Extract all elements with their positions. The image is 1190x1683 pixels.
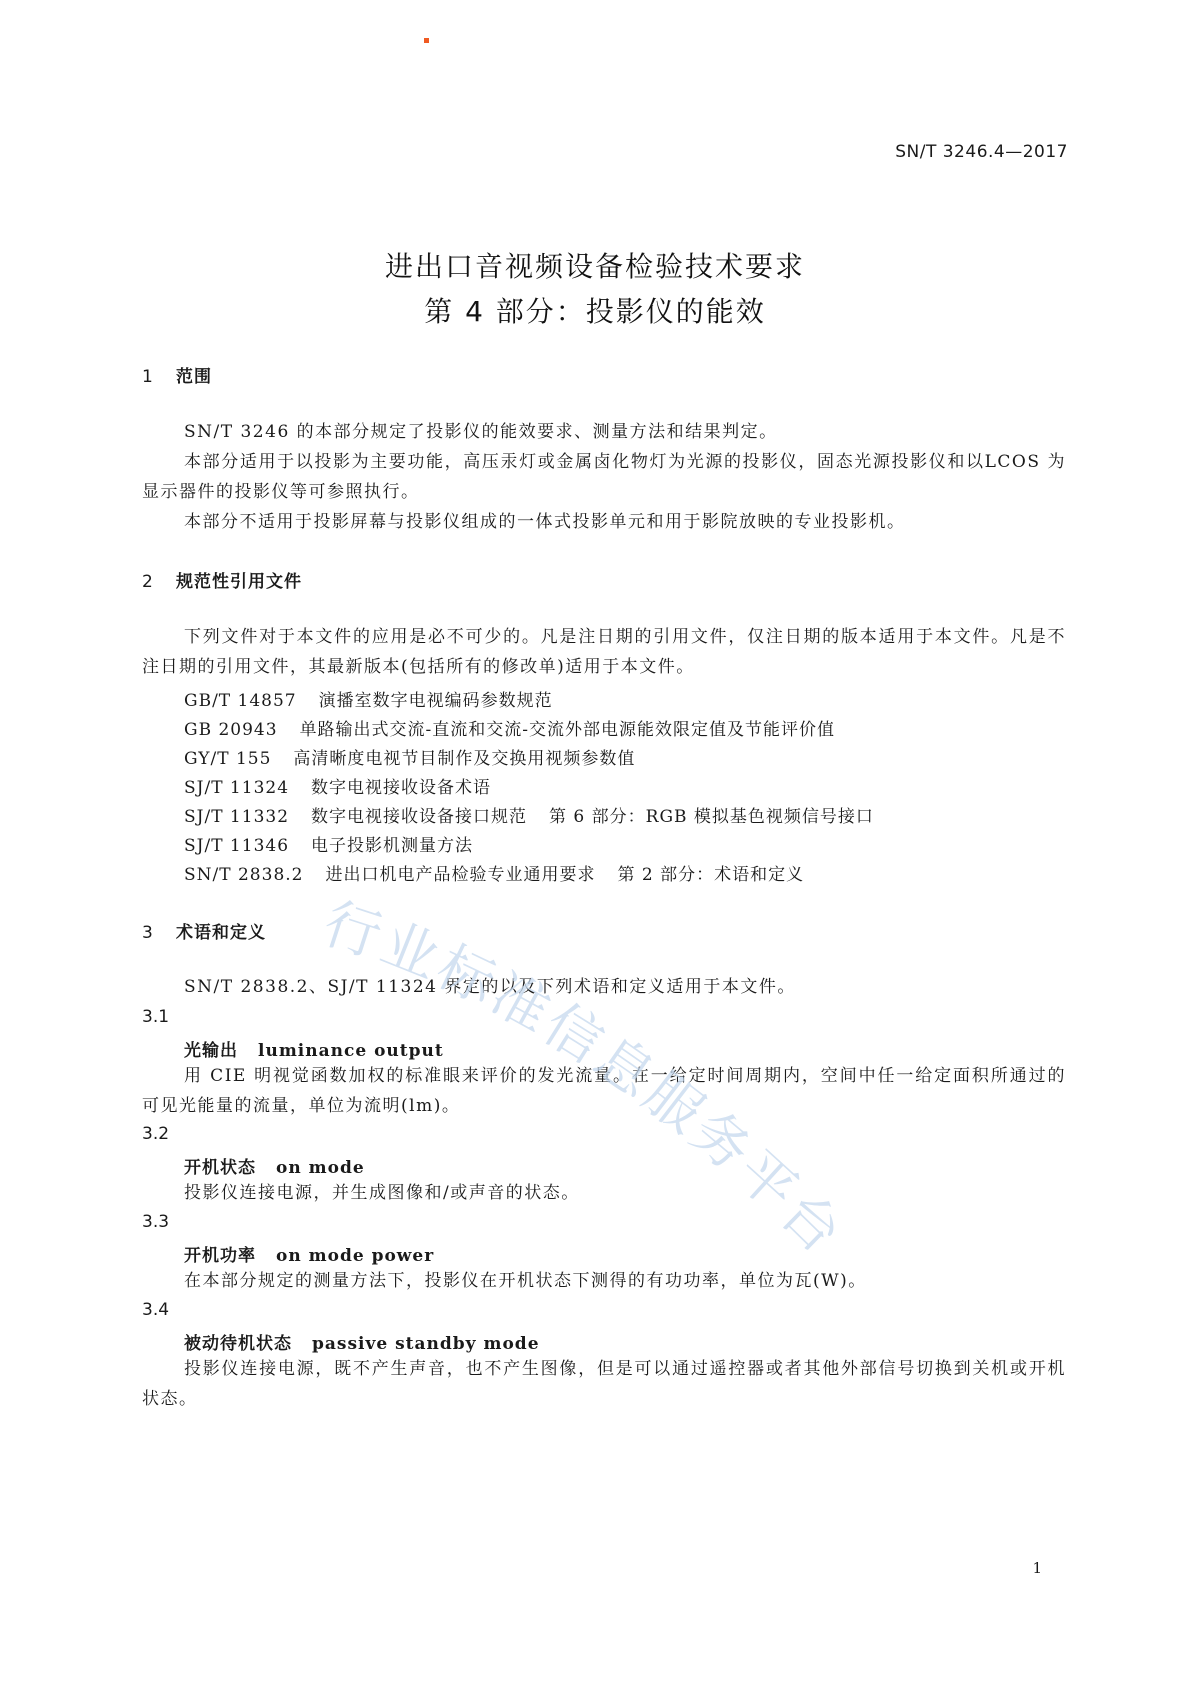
term-heading xyxy=(184,1153,365,1178)
term-definition: 用 CIE 明视觉函数加权的标准眼来评价的发光流量。在一给定时间周期内，空间中任一给定面积所通过的可见光能量的流量，单位为流明(lm)。 xyxy=(142,1066,1066,1116)
section-1-paragraph-2: 本部分适用于以投影为主要功能，高压汞灯或金属卤化物灯为光源的投影仪，固态光源投影仪和以LCOS 为显示器件的投影仪等可参照执行。 xyxy=(142,452,1066,502)
term-chinese: 被动待机状态 xyxy=(184,1334,292,1354)
reference-code: GB/T 14857 xyxy=(184,691,297,711)
reference-title: 数字电视接收设备术语 xyxy=(311,778,492,798)
term-number: 3.2 xyxy=(142,1124,170,1144)
reference-title: 数字电视接收设备接口规范 xyxy=(311,807,528,827)
reference-item xyxy=(184,773,491,798)
term-english: luminance output xyxy=(258,1041,444,1061)
section-title: 规范性引用文件 xyxy=(176,572,302,592)
term-definition: 在本部分规定的测量方法下，投影仪在开机状态下测得的有功功率，单位为瓦(W)。 xyxy=(184,1271,867,1291)
section-3-intro: SN/T 2838.2、SJ/T 11324 界定的以及下列术语和定义适用于本文件。 xyxy=(184,977,796,997)
term-heading xyxy=(184,1329,540,1354)
section-1-paragraph-1: SN/T 3246 的本部分规定了投影仪的能效要求、测量方法和结果判定。 xyxy=(184,422,778,442)
reference-code: GY/T 155 xyxy=(184,749,272,769)
reference-title: 电子投影机测量方法 xyxy=(311,836,474,856)
section-number: 2 xyxy=(142,572,154,592)
section-title: 术语和定义 xyxy=(176,923,266,943)
term-number: 3.3 xyxy=(142,1212,170,1232)
term-english: on mode xyxy=(276,1158,365,1178)
term-chinese: 开机功率 xyxy=(184,1246,256,1266)
term-english: on mode power xyxy=(276,1246,435,1266)
term-heading xyxy=(184,1241,434,1266)
section-number: 3 xyxy=(142,923,154,943)
term-chinese: 光输出 xyxy=(184,1041,238,1061)
standard-code: SN/T 3246.4—2017 xyxy=(895,142,1068,162)
reference-title: 演播室数字电视编码参数规范 xyxy=(318,691,553,711)
reference-code: SJ/T 11332 xyxy=(184,807,290,827)
document-title-line2: 第 4 部分：投影仪的能效 xyxy=(424,295,766,328)
section-3-heading xyxy=(142,918,266,943)
reference-item xyxy=(184,686,553,711)
orange-mark xyxy=(424,38,429,43)
reference-item xyxy=(184,744,635,769)
reference-title: 进出口机电产品检验专业通用要求 xyxy=(325,865,596,885)
reference-code: SJ/T 11324 xyxy=(184,778,290,798)
section-1-paragraph-3: 本部分不适用于投影屏幕与投影仪组成的一体式投影单元和用于影院放映的专业投影机。 xyxy=(184,512,906,532)
reference-part: 第 2 部分：术语和定义 xyxy=(617,865,805,885)
term-number: 3.1 xyxy=(142,1007,170,1027)
reference-code: SJ/T 11346 xyxy=(184,836,290,856)
document-title-line1: 进出口音视频设备检验技术要求 xyxy=(384,250,805,283)
reference-item xyxy=(184,802,874,827)
watermark-text: 行业标准信息服务平台 xyxy=(315,900,857,1269)
section-1-heading xyxy=(142,362,212,387)
reference-item xyxy=(184,860,804,885)
term-definition: 投影仪连接电源，并生成图像和/或声音的状态。 xyxy=(184,1183,580,1203)
reference-code: SN/T 2838.2 xyxy=(184,865,304,885)
reference-title: 高清晰度电视节目制作及交换用视频参数值 xyxy=(293,749,636,769)
term-heading xyxy=(184,1036,444,1061)
reference-code: GB 20943 xyxy=(184,720,278,740)
reference-part: 第 6 部分：RGB 模拟基色视频信号接口 xyxy=(549,807,874,827)
term-chinese: 开机状态 xyxy=(184,1158,256,1178)
section-2-heading xyxy=(142,567,302,592)
section-title: 范围 xyxy=(176,367,212,387)
reference-item xyxy=(184,831,473,856)
reference-title: 单路输出式交流-直流和交流-交流外部电源能效限定值及节能评价值 xyxy=(299,720,836,740)
page-number: 1 xyxy=(1032,1559,1042,1577)
section-2-intro: 下列文件对于本文件的应用是必不可少的。凡是注日期的引用文件，仅注日期的版本适用于本文件。凡是不注日期的引用文件，其最新版本(包括所有的修改单)适用于本文件。 xyxy=(142,627,1066,677)
section-number: 1 xyxy=(142,367,154,387)
term-english: passive standby mode xyxy=(312,1334,540,1354)
reference-item xyxy=(184,715,835,740)
term-number: 3.4 xyxy=(142,1300,170,1320)
term-definition: 投影仪连接电源，既不产生声音，也不产生图像，但是可以通过遥控器或者其他外部信号切换到关机或开机状态。 xyxy=(142,1359,1066,1409)
